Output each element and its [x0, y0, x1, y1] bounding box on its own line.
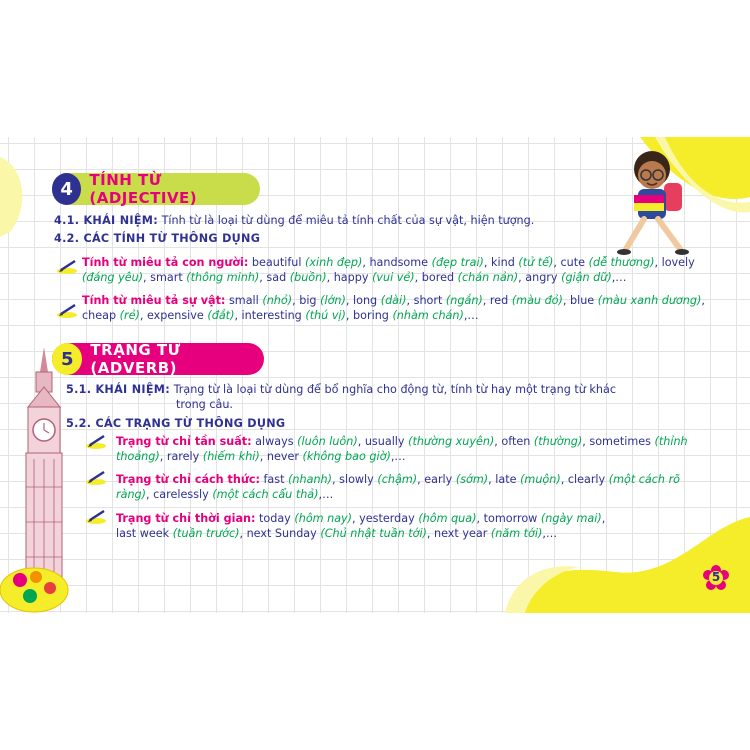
- english-term: , lovely: [654, 256, 695, 269]
- vietnamese-translation: (ngày mai): [540, 512, 602, 525]
- english-term: , tomorrow: [476, 512, 541, 525]
- english-term: , slowly: [332, 473, 378, 486]
- english-term: , next year: [426, 527, 491, 540]
- vietnamese-translation: (chán nản): [457, 271, 519, 284]
- vietnamese-translation: (tuần trước): [172, 527, 240, 540]
- vietnamese-translation: (thú vị): [305, 309, 346, 322]
- vietnamese-translation: (tử tế): [518, 256, 554, 269]
- english-term: , bored: [414, 271, 458, 284]
- english-term: , next Sunday: [239, 527, 321, 540]
- section-4-number: 4: [52, 173, 81, 205]
- section-4-header: [52, 173, 260, 205]
- english-term: , handsome: [362, 256, 432, 269]
- english-term: , happy: [326, 271, 373, 284]
- english-term: , often: [494, 435, 534, 448]
- english-term: today: [255, 512, 295, 525]
- english-term: , yesterday: [352, 512, 419, 525]
- vietnamese-translation: (hôm nay): [294, 512, 353, 525]
- pencil-icon: [57, 303, 79, 319]
- english-term: , late: [488, 473, 521, 486]
- vietnamese-translation: (xinh đẹp): [305, 256, 363, 269]
- english-term: always: [251, 435, 298, 448]
- vietnamese-translation: (ngắn): [445, 294, 483, 307]
- page-number-badge: [703, 565, 729, 591]
- vietnamese-translation: (một cách rõ: [608, 473, 681, 486]
- big-ben-illustration: [14, 347, 74, 587]
- adjective-things-line-2: [82, 308, 479, 324]
- english-term: , expensive: [139, 309, 208, 322]
- paint-palette-illustration: [0, 552, 72, 613]
- vietnamese-translation: (dễ thương): [588, 256, 655, 269]
- student-boy-illustration: [612, 145, 696, 265]
- adverb-frequency-line-2: [116, 449, 406, 465]
- vietnamese-translation: (một cách cẩu thả): [212, 488, 319, 501]
- english-term: , short: [406, 294, 446, 307]
- vietnamese-translation: (dài): [380, 294, 407, 307]
- vietnamese-translation: (thường xuyên): [408, 435, 495, 448]
- english-term: ,…: [318, 488, 334, 501]
- english-term: ,…: [390, 450, 406, 463]
- english-term: , rarely: [159, 450, 203, 463]
- english-term: last week: [116, 527, 173, 540]
- english-term: , sometimes: [582, 435, 655, 448]
- vietnamese-translation: ràng): [116, 488, 147, 501]
- vietnamese-translation: (rẻ): [119, 309, 140, 322]
- english-term: , big: [292, 294, 321, 307]
- vietnamese-translation: (sớm): [455, 473, 489, 486]
- adjective-people-line-2: [82, 270, 626, 286]
- english-term: , clearly: [560, 473, 609, 486]
- english-term: ,…: [611, 271, 627, 284]
- section-5-definition-2: trong câu.: [176, 398, 233, 411]
- vietnamese-translation: (nhanh): [288, 473, 333, 486]
- vietnamese-translation: thoảng): [116, 450, 160, 463]
- vietnamese-translation: (đáng yêu): [82, 271, 144, 284]
- vietnamese-translation: (buồn): [289, 271, 327, 284]
- section-5-common-heading: 5.2. CÁC TRẠNG TỪ THÔNG DỤNG: [66, 417, 286, 430]
- pencil-icon: [86, 470, 108, 486]
- vietnamese-translation: (không bao giờ): [302, 450, 391, 463]
- adverb-manner-line-1: Trạng từ chỉ cách thức: fast (nhanh), slowly (chậm), early (sớm), late (muộn), clearly (một cách rõ: [116, 473, 681, 486]
- english-term: fast: [259, 473, 289, 486]
- definition-text: Tính từ là loại từ dùng để miêu tả tính chất của sự vật, hiện tượng.: [161, 214, 535, 227]
- english-term: ,…: [542, 527, 558, 540]
- vietnamese-translation: (luôn luôn): [297, 435, 358, 448]
- vietnamese-translation: (thường): [533, 435, 583, 448]
- english-term: , red: [482, 294, 512, 307]
- section-4-definition: [54, 213, 534, 229]
- english-term: , kind: [483, 256, 519, 269]
- vietnamese-translation: (muộn): [520, 473, 561, 486]
- section-5-definition-1: 5.1. KHÁI NIỆM: Trạng từ là loại từ dùng để bổ nghĩa cho động từ, tính từ hay một trạng từ khác: [66, 383, 616, 396]
- adverb-time-line-2: [116, 526, 557, 542]
- page-number: 5: [711, 570, 721, 584]
- english-term: ,: [701, 294, 705, 307]
- vietnamese-translation: (chậm): [377, 473, 418, 486]
- english-term: , angry: [518, 271, 562, 284]
- yellow-blob-left: [0, 137, 40, 247]
- adjective-things-line-1: Tính từ miêu tả sự vật: small (nhỏ), big (lớn), long (dài), short (ngắn), red (màu đỏ), blue (màu xanh dương),: [82, 294, 705, 307]
- english-term: , usually: [357, 435, 409, 448]
- pencil-icon: [57, 259, 79, 275]
- english-term: , early: [417, 473, 456, 486]
- english-term: , sad: [259, 271, 290, 284]
- english-term: , cute: [553, 256, 589, 269]
- adverb-frequency-line-1: Trạng từ chỉ tần suất: always (luôn luôn), usually (thường xuyên), often (thường), sometimes (thỉnh: [116, 435, 688, 448]
- vietnamese-translation: (giận dữ): [561, 271, 612, 284]
- workbook-page: [0, 137, 750, 613]
- vietnamese-translation: (lớn): [320, 294, 346, 307]
- vietnamese-translation: (thông minh): [186, 271, 260, 284]
- section-5-header: [52, 343, 264, 375]
- english-term: , blue: [562, 294, 598, 307]
- english-term: cheap: [82, 309, 120, 322]
- vietnamese-translation: (nhỏ): [262, 294, 293, 307]
- section-4-title: TÍNH TỪ (ADJECTIVE): [89, 171, 198, 207]
- pencil-icon: [86, 434, 108, 450]
- vietnamese-translation: (hôm qua): [418, 512, 477, 525]
- definition-label: 4.1. KHÁI NIỆM:: [54, 214, 158, 227]
- vietnamese-translation: (thỉnh: [654, 435, 688, 448]
- adverb-manner-line-2: [116, 487, 333, 503]
- adjective-people-line-1: Tính từ miêu tả con người: beautiful (xinh đẹp), handsome (đẹp trai), kind (tử tế), cute (dễ thương), lovely: [82, 256, 695, 269]
- pencil-icon: [86, 509, 108, 525]
- english-term: , carelessly: [146, 488, 213, 501]
- vietnamese-translation: (vui vẻ): [372, 271, 415, 284]
- section-5-number: 5: [52, 343, 82, 375]
- vietnamese-translation: (Chủ nhật tuần tới): [320, 527, 427, 540]
- vietnamese-translation: (hiếm khi): [202, 450, 260, 463]
- english-term: , never: [259, 450, 303, 463]
- english-term: beautiful: [248, 256, 306, 269]
- english-term: , long: [345, 294, 381, 307]
- english-term: , interesting: [234, 309, 306, 322]
- english-term: small: [225, 294, 263, 307]
- english-term: , boring: [345, 309, 393, 322]
- vietnamese-translation: (màu đỏ): [511, 294, 563, 307]
- english-term: ,: [601, 512, 606, 525]
- vietnamese-translation: (đắt): [207, 309, 235, 322]
- vietnamese-translation: (đẹp trai): [431, 256, 484, 269]
- english-term: , smart: [143, 271, 187, 284]
- section-5-title: TRẠNG TỪ (ADVERB): [90, 341, 181, 377]
- section-4-common-heading: 4.2. CÁC TÍNH TỪ THÔNG DỤNG: [54, 232, 261, 245]
- adverb-time-line-1: Trạng từ chỉ thời gian: today (hôm nay), yesterday (hôm qua), tomorrow (ngày mai),: [116, 512, 606, 525]
- vietnamese-translation: (màu xanh dương): [597, 294, 702, 307]
- vietnamese-translation: (nhàm chán): [392, 309, 464, 322]
- english-term: ,…: [463, 309, 479, 322]
- vietnamese-translation: (năm tới): [490, 527, 543, 540]
